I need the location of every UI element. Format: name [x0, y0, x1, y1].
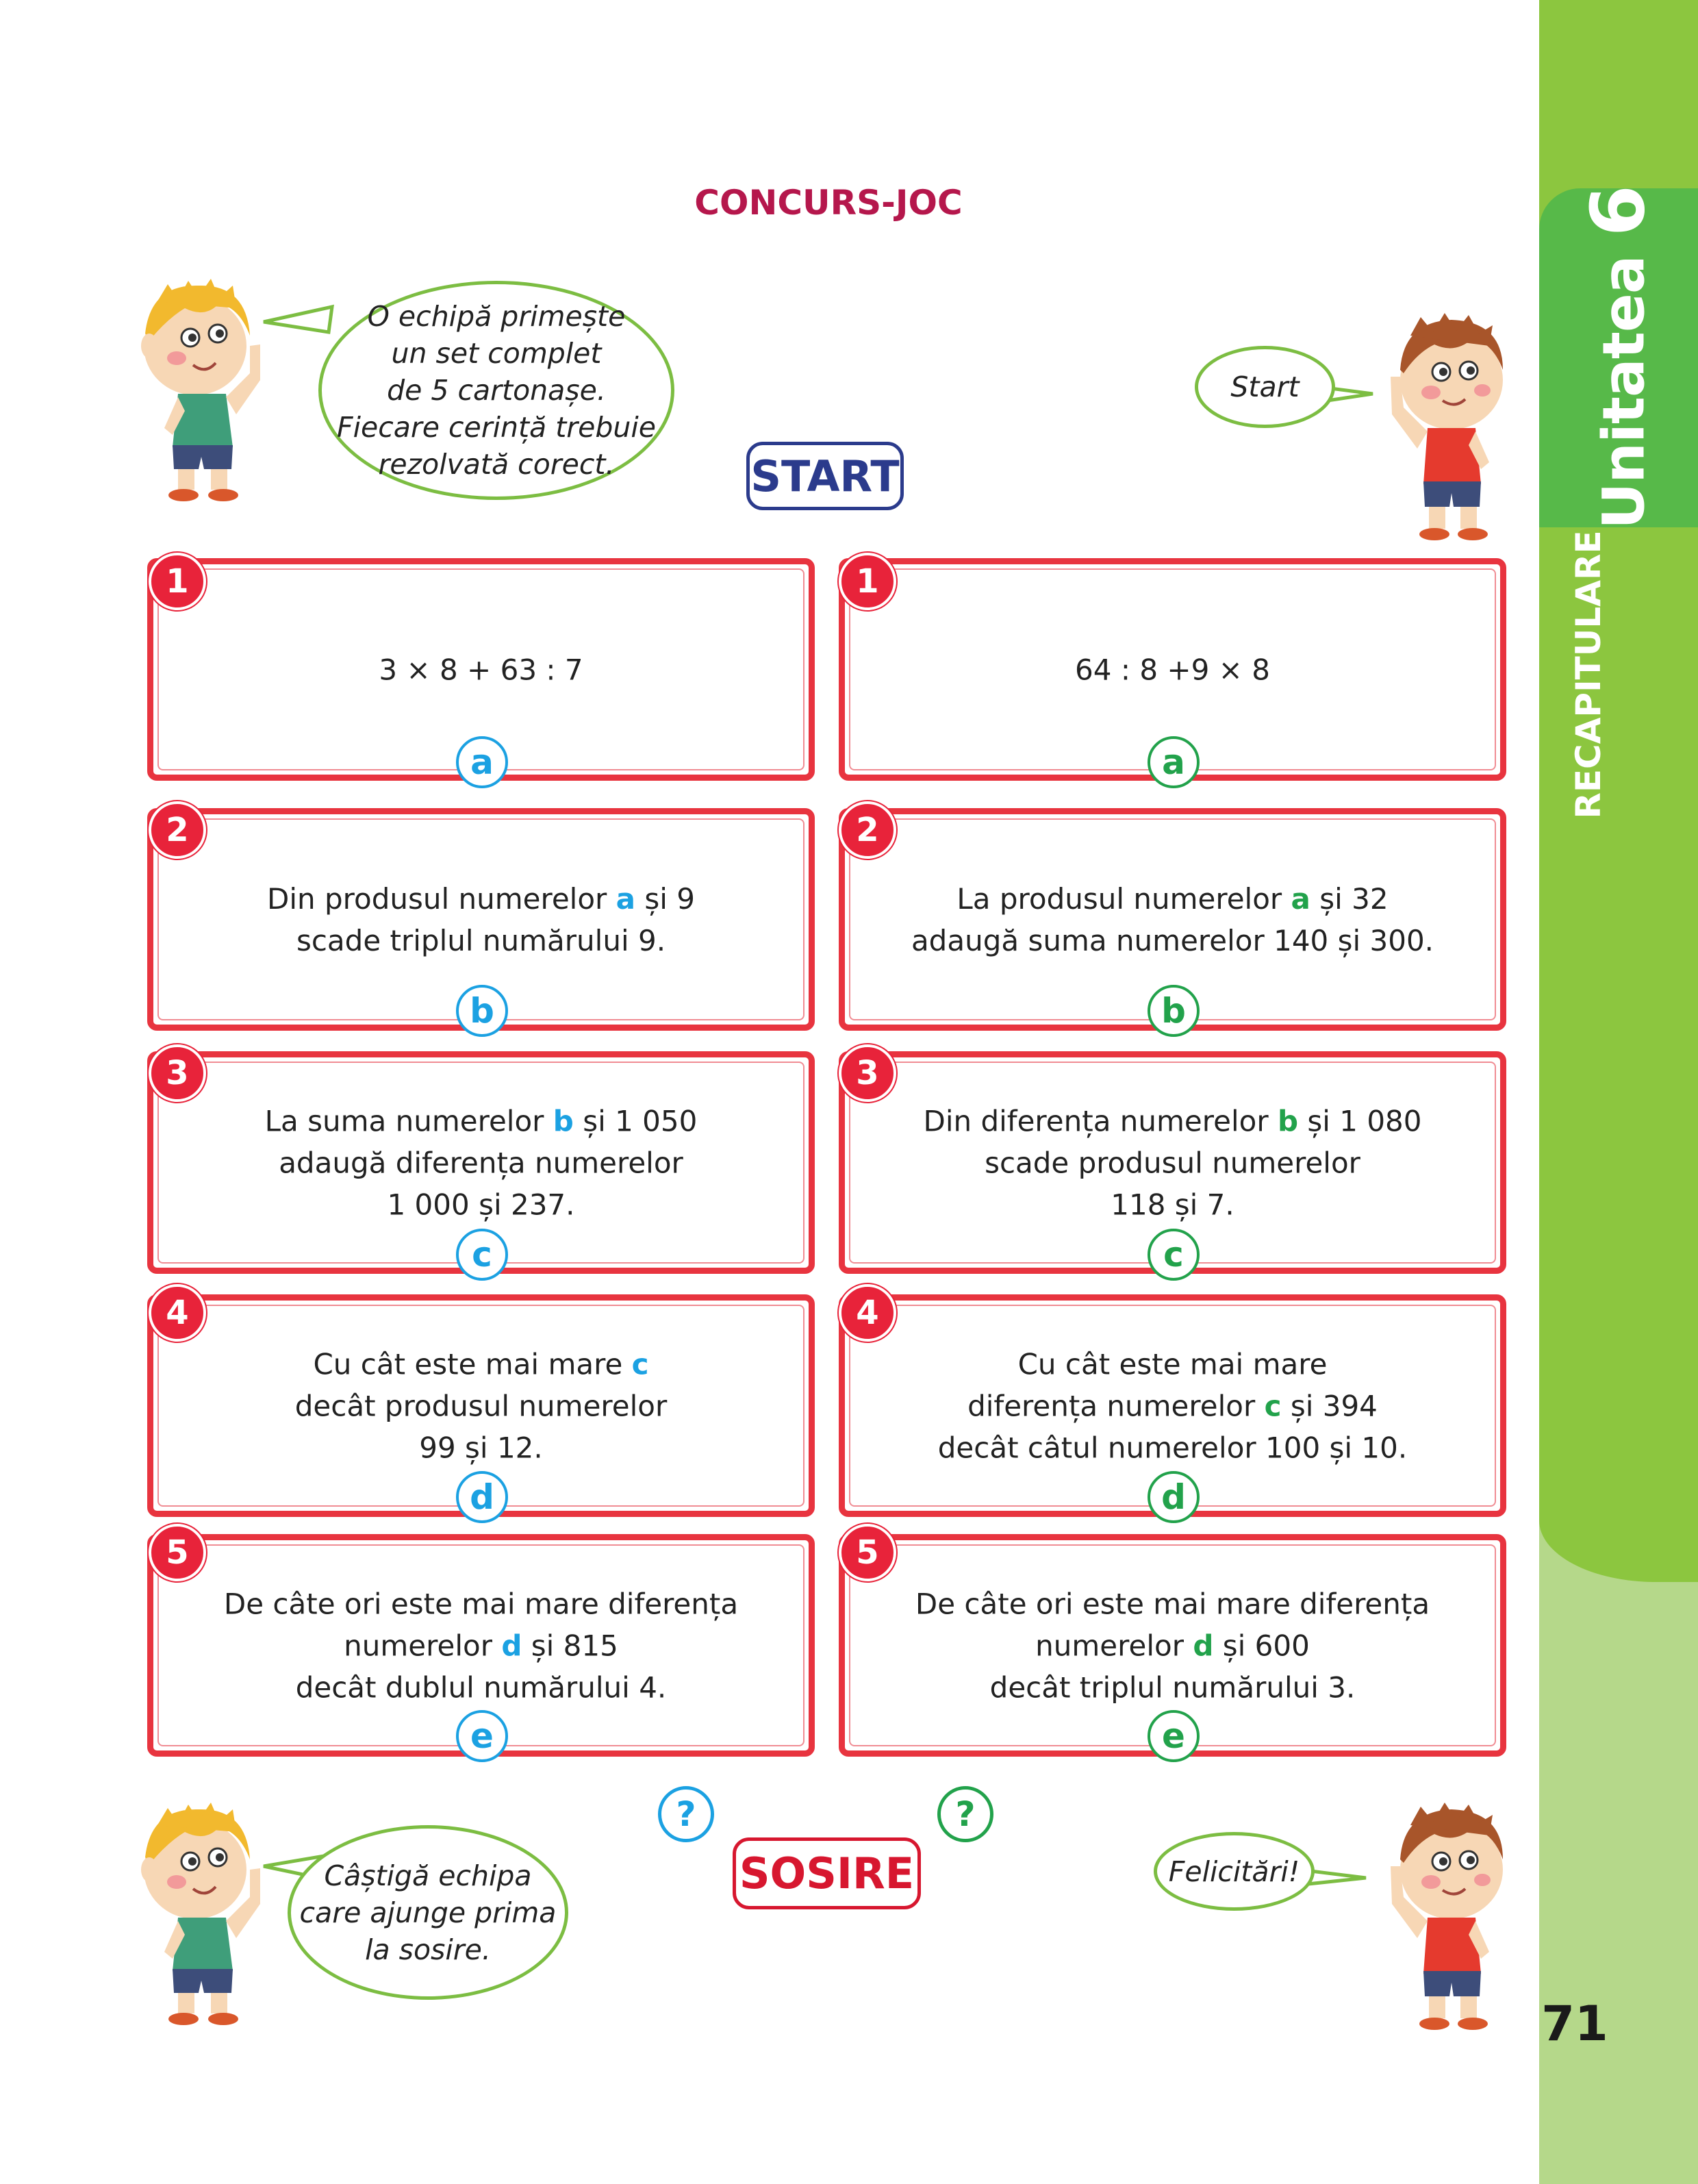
card-text: Din diferența numerelor b și 1 080 scade produsul numerelor 118 și 7. [923, 1104, 1422, 1221]
bubble-rules-text: O echipă primește un set complet de 5 cartonașe. Fiecare cerință trebuie rezolvată corect. [337, 300, 656, 481]
result-letter-badge: c [1148, 1229, 1200, 1281]
bubble-start [1195, 346, 1335, 428]
card-text: Cu cât este mai mare c decât produsul numerelor 99 și 12. [294, 1347, 668, 1464]
result-letter-badge: a [456, 736, 508, 788]
step-number-badge: 5 [149, 1524, 206, 1581]
boy-blond-illustration [130, 271, 281, 503]
answer-question-badge-green[interactable]: ? [937, 1786, 993, 1842]
unit-label [1576, 186, 1662, 529]
bubble-start-text: Start [1230, 371, 1300, 403]
card-text: De câte ori este mai mare diferența numerelor d și 815 decât dublul numărului 4. [223, 1587, 739, 1704]
step-number-badge: 3 [839, 1044, 896, 1102]
card-text: De câte ori este mai mare diferența numerelor d și 600 decât triplul numărului 3. [915, 1587, 1430, 1704]
step-number-badge: 2 [839, 801, 896, 859]
answer-question-badge-blue[interactable]: ? [658, 1786, 714, 1842]
step-number-badge: 3 [149, 1044, 206, 1102]
card-text: La suma numerelor b și 1 050 adaugă diferența numerelor 1 000 și 237. [264, 1104, 698, 1221]
boy-brown-illustration-bottom [1366, 1794, 1523, 2034]
boy-brown-illustration [1366, 305, 1523, 544]
bubble-congrats [1154, 1832, 1315, 1911]
card-text: Cu cât este mai mare diferența numerelor c și 394 decât câtul numerelor 100 și 10. [937, 1347, 1408, 1464]
bubble-tail [260, 301, 335, 342]
boy-blond-illustration-bottom [130, 1794, 281, 2027]
bubble-win-text: Câștigă echipa care ajunge prima la sosire. [299, 1859, 557, 1966]
page-title: CONCURS-JOC [694, 183, 963, 223]
result-letter-badge: a [1148, 736, 1200, 788]
result-letter-badge: b [1148, 985, 1200, 1037]
card-text: La produsul numerelor a și 32 adaugă suma numerelor 140 și 300. [911, 881, 1434, 957]
step-number-badge: 4 [839, 1284, 896, 1342]
result-letter-badge: d [456, 1471, 508, 1523]
unit-number: 6 [1575, 186, 1662, 237]
card-text: 3 × 8 + 63 : 7 [379, 653, 583, 686]
step-number-badge: 1 [149, 553, 206, 610]
start-button[interactable]: START [746, 442, 904, 510]
result-letter-badge: e [1148, 1710, 1200, 1762]
step-number-badge: 5 [839, 1524, 896, 1581]
result-letter-badge: c [456, 1229, 508, 1281]
unit-word: Unitatea [1590, 255, 1658, 529]
card-text: Din produsul numerelor a și 9 scade triplul numărului 9. [267, 881, 695, 957]
step-number-badge: 1 [839, 553, 896, 610]
step-number-badge: 2 [149, 801, 206, 859]
card-text: 64 : 8 +9 × 8 [1075, 653, 1270, 686]
result-letter-badge: e [456, 1710, 508, 1762]
bubble-congrats-text: Felicitări! [1168, 1855, 1300, 1888]
bubble-win [288, 1825, 568, 2000]
bubble-rules [318, 281, 674, 500]
result-letter-badge: b [456, 985, 508, 1037]
section-label: RECAPITULARE [1569, 530, 1608, 819]
step-number-badge: 4 [149, 1284, 206, 1342]
page-number: 71 [1541, 1996, 1608, 2052]
result-letter-badge: d [1148, 1471, 1200, 1523]
finish-button[interactable]: SOSIRE [733, 1837, 921, 1909]
